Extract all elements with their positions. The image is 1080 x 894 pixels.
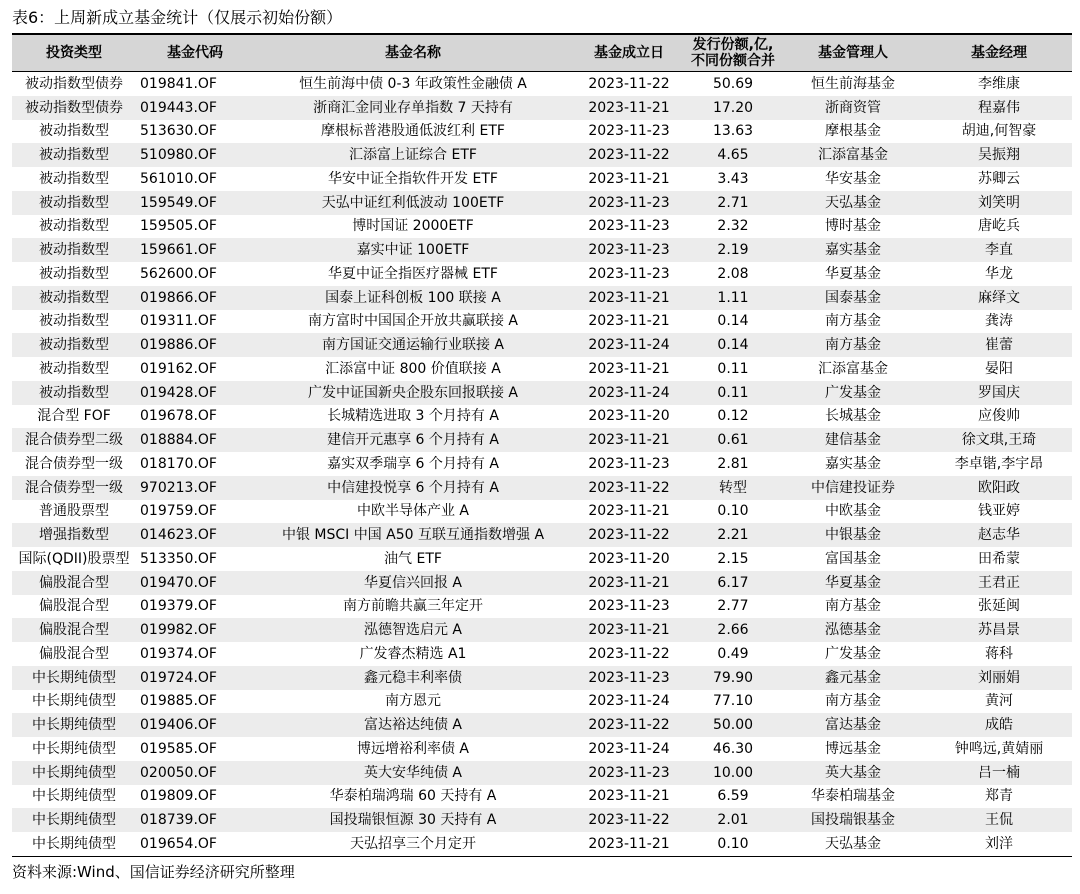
cell-fund-name: 中银 MSCI 中国 A50 互联互通指数增强 A	[254, 523, 572, 547]
cell-investment-type: 中长期纯债型	[12, 666, 136, 690]
cell-fund-code: 970213.OF	[136, 476, 254, 500]
cell-investment-type: 中长期纯债型	[32, 788, 116, 805]
cell-issue-amount: 0.14	[686, 333, 780, 357]
cell-fund-code: 014623.OF	[136, 523, 254, 547]
cell-fund-manager: 黄河	[985, 693, 1013, 710]
cell-investment-type: 偏股混合型	[12, 571, 136, 595]
cell-investment-type: 被动指数型	[39, 218, 109, 235]
fund-table	[12, 33, 1072, 857]
cell-investment-type: 偏股混合型	[39, 598, 109, 615]
cell-fund-manager-company: 富国基金	[825, 550, 881, 567]
cell-fund-name: 华泰柏瑞鸿瑞 60 天持有 A	[329, 788, 497, 805]
cell-investment-type: 中长期纯债型	[12, 832, 136, 856]
cell-fund-code: 019406.OF	[136, 713, 254, 737]
cell-fund-manager: 刘丽娟	[926, 666, 1072, 690]
cell-fund-manager: 苏昌景	[926, 618, 1072, 642]
cell-fund-manager-company: 中信建投证券	[780, 476, 926, 500]
cell-issue-amount: 13.63	[712, 123, 754, 140]
table-row	[12, 832, 1072, 856]
cell-fund-manager: 华龙	[985, 265, 1013, 282]
cell-fund-manager: 龚涛	[985, 313, 1013, 330]
cell-issue-amount: 46.30	[712, 740, 754, 757]
cell-investment-type: 国际(QDII)股票型	[18, 550, 130, 567]
cell-inception-date: 2023-11-22	[572, 143, 686, 167]
cell-fund-code: 019759.OF	[140, 503, 217, 520]
table-row	[12, 690, 1072, 714]
cell-issue-amount: 1.11	[686, 286, 780, 310]
cell-fund-manager-company: 广发基金	[780, 381, 926, 405]
cell-fund-code: 019585.OF	[140, 740, 217, 757]
cell-fund-manager-company: 华夏基金	[780, 571, 926, 595]
cell-issue-amount: 2.71	[686, 191, 780, 215]
cell-inception-date: 2023-11-23	[572, 666, 686, 690]
cell-fund-name: 广发中证国新央企股东回报联接 A	[254, 381, 572, 405]
cell-fund-manager-company: 广发基金	[825, 645, 881, 662]
cell-fund-manager: 蒋科	[985, 645, 1013, 662]
cell-fund-name: 华夏信兴回报 A	[254, 571, 572, 595]
cell-issue-amount: 0.11	[686, 381, 780, 405]
cell-fund-manager: 崔蕾	[926, 333, 1072, 357]
cell-inception-date: 2023-11-21	[588, 313, 670, 330]
cell-fund-manager-company: 富达基金	[780, 713, 926, 737]
table-row	[12, 737, 1072, 761]
cell-fund-manager: 赵志华	[926, 523, 1072, 547]
table-row	[12, 167, 1072, 191]
cell-fund-code: 510980.OF	[136, 143, 254, 167]
cell-fund-name: 天弘招享三个月定开	[254, 832, 572, 856]
cell-fund-code: 019982.OF	[136, 618, 254, 642]
cell-fund-manager-company: 鑫元基金	[780, 666, 926, 690]
cell-fund-code: 562600.OF	[140, 265, 217, 282]
cell-fund-manager: 田希蒙	[978, 550, 1020, 567]
cell-issue-amount: 2.32	[717, 218, 749, 235]
table-row	[12, 428, 1072, 452]
table-row	[12, 595, 1072, 619]
cell-fund-manager-company: 建信基金	[780, 428, 926, 452]
cell-issue-amount: 6.17	[686, 571, 780, 595]
cell-inception-date: 2023-11-24	[588, 740, 670, 757]
cell-fund-manager-company: 华安基金	[825, 170, 881, 187]
cell-inception-date: 2023-11-22	[572, 808, 686, 832]
table-row	[12, 547, 1072, 571]
table-row	[12, 666, 1072, 690]
table-row	[12, 143, 1072, 167]
table-row	[12, 238, 1072, 262]
cell-investment-type: 被动指数型	[12, 381, 136, 405]
cell-fund-code: 019470.OF	[136, 571, 254, 595]
cell-fund-manager-company: 国投瑞银基金	[780, 808, 926, 832]
cell-fund-code: 159661.OF	[136, 238, 254, 262]
cell-fund-code: 018170.OF	[140, 455, 217, 472]
source-note: 资料来源:Wind、国信证券经济研究所整理	[12, 863, 295, 881]
cell-fund-code: 019654.OF	[136, 832, 254, 856]
cell-investment-type: 中长期纯债型	[32, 693, 116, 710]
header-issue-amount	[686, 34, 780, 72]
header-issue-amount-line2: 不同份额合并	[691, 53, 775, 69]
cell-investment-type: 混合债券型一级	[25, 455, 123, 472]
cell-fund-name: 汇添富上证综合 ETF	[254, 143, 572, 167]
cell-inception-date: 2023-11-22	[588, 75, 670, 92]
cell-fund-code: 018884.OF	[136, 428, 254, 452]
cell-fund-manager-company: 英大基金	[780, 761, 926, 785]
cell-investment-type: 被动指数型	[12, 238, 136, 262]
cell-fund-code: 020050.OF	[136, 761, 254, 785]
cell-investment-type: 中长期纯债型	[12, 808, 136, 832]
cell-inception-date: 2023-11-24	[588, 693, 670, 710]
cell-fund-manager: 晏阳	[985, 360, 1013, 377]
cell-fund-name: 国投瑞银恒源 30 天持有 A	[254, 808, 572, 832]
cell-fund-code: 159505.OF	[140, 218, 217, 235]
cell-fund-name: 南方富时中国国企开放共赢联接 A	[307, 313, 519, 330]
table-row	[12, 333, 1072, 357]
cell-inception-date: 2023-11-22	[572, 713, 686, 737]
cell-inception-date: 2023-11-20	[588, 550, 670, 567]
cell-fund-manager-company: 汇添富基金	[818, 360, 888, 377]
cell-investment-type: 中长期纯债型	[12, 761, 136, 785]
cell-issue-amount: 6.59	[717, 788, 749, 805]
cell-issue-amount: 4.65	[686, 143, 780, 167]
table-row	[12, 405, 1072, 429]
cell-fund-code: 019866.OF	[136, 286, 254, 310]
cell-inception-date: 2023-11-23	[588, 123, 670, 140]
table-row	[12, 523, 1072, 547]
cell-fund-manager-company: 嘉实基金	[825, 455, 881, 472]
cell-fund-manager-company: 博时基金	[825, 218, 881, 235]
cell-fund-name: 博远增裕利率债 A	[356, 740, 470, 757]
cell-issue-amount: 2.08	[717, 265, 749, 282]
cell-issue-amount: 2.77	[717, 598, 749, 615]
cell-inception-date: 2023-11-23	[588, 455, 670, 472]
cell-issue-amount: 2.15	[717, 550, 749, 567]
cell-fund-name: 广发睿杰精选 A1	[359, 645, 467, 662]
table-row	[12, 808, 1072, 832]
cell-fund-name: 建信开元惠享 6 个月持有 A	[254, 428, 572, 452]
table-row	[12, 500, 1072, 524]
cell-fund-name: 油气 ETF	[384, 550, 442, 567]
cell-issue-amount: 2.66	[686, 618, 780, 642]
cell-fund-manager: 郑青	[985, 788, 1013, 805]
cell-fund-manager: 苏卿云	[978, 170, 1020, 187]
cell-investment-type: 被动指数型	[39, 170, 109, 187]
cell-fund-name: 恒生前海中债 0-3 年政策性金融债 A	[299, 75, 527, 92]
cell-fund-code: 019374.OF	[140, 645, 217, 662]
cell-investment-type: 混合型 FOF	[37, 408, 111, 425]
table-row	[12, 381, 1072, 405]
table-row	[12, 476, 1072, 500]
cell-fund-name: 中欧半导体产业 A	[356, 503, 470, 520]
table-header-row	[12, 34, 1072, 72]
cell-fund-manager-company: 泓德基金	[780, 618, 926, 642]
table-row	[12, 713, 1072, 737]
cell-issue-amount: 0.14	[717, 313, 749, 330]
cell-investment-type: 被动指数型	[12, 333, 136, 357]
cell-investment-type: 被动指数型	[39, 313, 109, 330]
cell-fund-manager: 徐文琪,王琦	[926, 428, 1072, 452]
cell-fund-name: 富达裕达纯债 A	[254, 713, 572, 737]
cell-investment-type: 被动指数型债券	[25, 75, 123, 92]
cell-fund-manager-company: 博远基金	[825, 740, 881, 757]
cell-issue-amount: 0.49	[717, 645, 749, 662]
cell-investment-type: 普通股票型	[39, 503, 109, 520]
cell-issue-amount: 2.81	[717, 455, 749, 472]
cell-issue-amount: 0.10	[717, 503, 749, 520]
cell-issue-amount: 50.00	[686, 713, 780, 737]
cell-fund-code: 019162.OF	[140, 360, 217, 377]
cell-fund-manager-company: 中欧基金	[825, 503, 881, 520]
cell-fund-manager: 成皓	[926, 713, 1072, 737]
table-row	[12, 785, 1072, 809]
cell-issue-amount: 0.61	[686, 428, 780, 452]
table-row	[12, 310, 1072, 334]
table-row	[12, 72, 1072, 96]
table-row	[12, 120, 1072, 144]
cell-inception-date: 2023-11-21	[588, 360, 670, 377]
cell-fund-code: 019678.OF	[140, 408, 217, 425]
cell-fund-manager: 李维康	[978, 75, 1020, 92]
cell-fund-code: 018739.OF	[136, 808, 254, 832]
cell-fund-name: 博时国证 2000ETF	[352, 218, 474, 235]
cell-fund-code: 019886.OF	[136, 333, 254, 357]
table-row	[12, 262, 1072, 286]
cell-fund-code: 019885.OF	[140, 693, 217, 710]
cell-fund-manager: 吴振翔	[926, 143, 1072, 167]
cell-inception-date: 2023-11-21	[572, 96, 686, 120]
cell-fund-name: 英大安华纯债 A	[254, 761, 572, 785]
table-row	[12, 286, 1072, 310]
cell-investment-type: 混合债券型二级	[12, 428, 136, 452]
cell-issue-amount: 10.00	[686, 761, 780, 785]
table-row	[12, 642, 1072, 666]
cell-fund-manager: 欧阳政	[926, 476, 1072, 500]
cell-issue-amount: 3.43	[717, 170, 749, 187]
cell-investment-type: 被动指数型	[12, 286, 136, 310]
cell-fund-name: 汇添富中证 800 价值联接 A	[325, 360, 501, 377]
header-fund-code: 基金代码	[136, 34, 254, 72]
cell-fund-manager: 吕一楠	[926, 761, 1072, 785]
cell-investment-type: 被动指数型债券	[12, 96, 136, 120]
cell-fund-manager: 钟鸣远,黄婧丽	[954, 740, 1044, 757]
cell-inception-date: 2023-11-24	[572, 333, 686, 357]
cell-investment-type: 被动指数型	[12, 143, 136, 167]
cell-investment-type: 被动指数型	[39, 360, 109, 377]
table-row	[12, 452, 1072, 476]
cell-issue-amount: 17.20	[686, 96, 780, 120]
cell-fund-code: 019841.OF	[140, 75, 217, 92]
cell-fund-manager: 麻绎文	[926, 286, 1072, 310]
cell-fund-manager: 钱亚婷	[978, 503, 1020, 520]
cell-issue-amount: 2.19	[686, 238, 780, 262]
cell-fund-name: 嘉实双季瑞享 6 个月持有 A	[327, 455, 499, 472]
cell-fund-manager: 王侃	[926, 808, 1072, 832]
cell-fund-manager: 李直	[926, 238, 1072, 262]
cell-fund-name: 泓德智选启元 A	[254, 618, 572, 642]
cell-fund-manager-company: 摩根基金	[825, 123, 881, 140]
cell-fund-manager: 胡迪,何智豪	[961, 123, 1037, 140]
cell-fund-manager: 刘洋	[926, 832, 1072, 856]
cell-inception-date: 2023-11-22	[588, 645, 670, 662]
cell-fund-manager: 应俊帅	[978, 408, 1020, 425]
cell-investment-type: 偏股混合型	[12, 618, 136, 642]
cell-issue-amount: 0.11	[717, 360, 749, 377]
cell-fund-code: 513630.OF	[140, 123, 217, 140]
cell-fund-code: 019428.OF	[136, 381, 254, 405]
cell-fund-code: 019724.OF	[136, 666, 254, 690]
cell-inception-date: 2023-11-23	[572, 238, 686, 262]
cell-investment-type: 被动指数型	[12, 191, 136, 215]
header-fund-manager-company: 基金管理人	[780, 34, 926, 72]
cell-fund-manager-company: 国泰基金	[780, 286, 926, 310]
cell-fund-name: 南方前瞻共赢三年定开	[343, 598, 483, 615]
cell-fund-manager-company: 天弘基金	[780, 191, 926, 215]
cell-fund-manager-company: 华泰柏瑞基金	[811, 788, 895, 805]
table-row	[12, 618, 1072, 642]
cell-inception-date: 2023-11-21	[572, 571, 686, 595]
table-row	[12, 357, 1072, 381]
table-body	[12, 72, 1072, 857]
cell-inception-date: 2023-11-21	[572, 428, 686, 452]
cell-fund-manager-company: 天弘基金	[780, 832, 926, 856]
cell-issue-amount: 0.12	[717, 408, 749, 425]
table-title: 表6：上周新成立基金统计（仅展示初始份额）	[12, 8, 343, 27]
cell-inception-date: 2023-11-21	[588, 170, 670, 187]
cell-fund-manager: 王君正	[926, 571, 1072, 595]
cell-investment-type: 中长期纯债型	[12, 713, 136, 737]
cell-inception-date: 2023-11-24	[572, 381, 686, 405]
cell-inception-date: 2023-11-21	[572, 832, 686, 856]
cell-fund-manager-company: 华夏基金	[825, 265, 881, 282]
cell-issue-amount: 77.10	[712, 693, 754, 710]
cell-fund-manager: 李卓锴,李宇昂	[954, 455, 1044, 472]
cell-inception-date: 2023-11-23	[588, 598, 670, 615]
cell-issue-amount: 50.69	[712, 75, 754, 92]
cell-fund-code: 019443.OF	[136, 96, 254, 120]
cell-investment-type: 被动指数型	[39, 123, 109, 140]
cell-inception-date: 2023-11-22	[572, 476, 686, 500]
table-row	[12, 571, 1072, 595]
cell-inception-date: 2023-11-21	[588, 503, 670, 520]
table-row	[12, 215, 1072, 239]
cell-fund-manager-company: 中银基金	[780, 523, 926, 547]
cell-investment-type: 被动指数型	[39, 265, 109, 282]
cell-fund-manager-company: 南方基金	[825, 598, 881, 615]
cell-fund-manager: 程嘉伟	[926, 96, 1072, 120]
cell-fund-code: 019379.OF	[140, 598, 217, 615]
cell-fund-name: 南方恩元	[385, 693, 441, 710]
cell-fund-manager: 张延闽	[978, 598, 1020, 615]
cell-issue-amount: 0.10	[686, 832, 780, 856]
cell-issue-amount: 2.21	[686, 523, 780, 547]
cell-fund-manager-company: 南方基金	[825, 313, 881, 330]
cell-fund-name: 嘉实中证 100ETF	[254, 238, 572, 262]
cell-fund-name: 华安中证全指软件开发 ETF	[328, 170, 498, 187]
cell-issue-amount: 转型	[686, 476, 780, 500]
cell-fund-manager: 唐屹兵	[978, 218, 1020, 235]
cell-fund-name: 华夏中证全指医疗器械 ETF	[328, 265, 498, 282]
header-issue-amount-line1: 发行份额,亿,	[692, 37, 774, 53]
header-inception-date: 基金成立日	[572, 34, 686, 72]
table-row	[12, 191, 1072, 215]
cell-inception-date: 2023-11-21	[572, 286, 686, 310]
cell-fund-name: 国泰上证科创板 100 联接 A	[254, 286, 572, 310]
header-fund-manager: 基金经理	[926, 34, 1072, 72]
cell-fund-manager: 罗国庆	[926, 381, 1072, 405]
cell-issue-amount: 79.90	[686, 666, 780, 690]
cell-fund-manager-company: 长城基金	[825, 408, 881, 425]
table-row	[12, 761, 1072, 785]
cell-fund-manager-company: 南方基金	[825, 693, 881, 710]
fund-table-container	[12, 33, 1072, 857]
cell-fund-manager-company: 浙商资管	[780, 96, 926, 120]
cell-fund-manager: 刘笑明	[926, 191, 1072, 215]
cell-investment-type: 中长期纯债型	[32, 740, 116, 757]
header-investment-type: 投资类型	[12, 34, 136, 72]
cell-inception-date: 2023-11-22	[572, 523, 686, 547]
cell-investment-type: 混合债券型一级	[12, 476, 136, 500]
cell-fund-name: 天弘中证红利低波动 100ETF	[254, 191, 572, 215]
cell-fund-name: 鑫元稳丰利率债	[254, 666, 572, 690]
cell-inception-date: 2023-11-23	[588, 218, 670, 235]
cell-fund-name: 摩根标普港股通低波红利 ETF	[321, 123, 505, 140]
cell-fund-manager-company: 嘉实基金	[780, 238, 926, 262]
cell-investment-type: 偏股混合型	[39, 645, 109, 662]
cell-fund-name: 长城精选进取 3 个月持有 A	[327, 408, 499, 425]
cell-fund-manager-company: 汇添富基金	[780, 143, 926, 167]
header-fund-name: 基金名称	[254, 34, 572, 72]
cell-fund-code: 019809.OF	[140, 788, 217, 805]
cell-inception-date: 2023-11-21	[588, 788, 670, 805]
cell-fund-code: 513350.OF	[140, 550, 217, 567]
cell-fund-manager-company: 恒生前海基金	[811, 75, 895, 92]
cell-fund-code: 561010.OF	[140, 170, 217, 187]
cell-fund-manager-company: 南方基金	[780, 333, 926, 357]
cell-fund-name: 浙商汇金同业存单指数 7 天持有	[254, 96, 572, 120]
cell-inception-date: 2023-11-20	[588, 408, 670, 425]
cell-issue-amount: 2.01	[686, 808, 780, 832]
cell-inception-date: 2023-11-23	[572, 191, 686, 215]
cell-fund-code: 159549.OF	[136, 191, 254, 215]
cell-fund-name: 中信建投悦享 6 个月持有 A	[254, 476, 572, 500]
cell-inception-date: 2023-11-23	[588, 265, 670, 282]
cell-investment-type: 增强指数型	[12, 523, 136, 547]
cell-inception-date: 2023-11-21	[572, 618, 686, 642]
cell-fund-name: 南方国证交通运输行业联接 A	[254, 333, 572, 357]
cell-inception-date: 2023-11-23	[572, 761, 686, 785]
cell-fund-code: 019311.OF	[140, 313, 217, 330]
table-row	[12, 96, 1072, 120]
